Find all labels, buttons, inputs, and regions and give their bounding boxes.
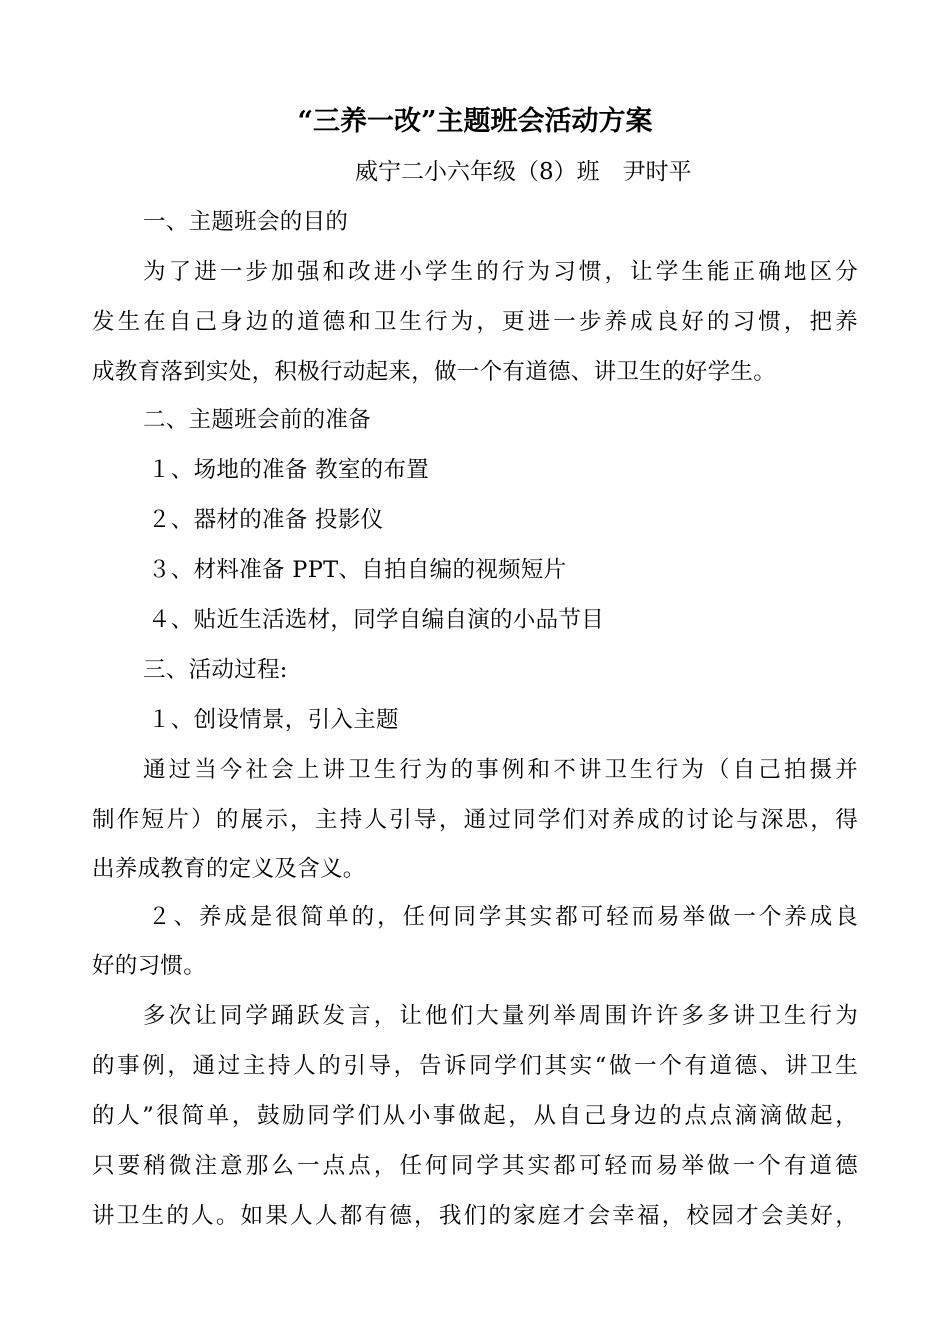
list-item: １、创设情景，引入主题 xyxy=(148,707,399,733)
paragraph-line: 制作短片）的展示，主持人引导，通过同学们对养成的讨论与深思，得 xyxy=(92,807,858,833)
section-heading-process: 三、活动过程: xyxy=(143,657,288,683)
paragraph-line: 只要稍微注意那么一点点，任何同学其实都可轻而易举做一个有道德 xyxy=(92,1153,858,1179)
paragraph-line: 讲卫生的人。如果人人都有德，我们的家庭才会幸福，校园才会美好， xyxy=(92,1203,858,1229)
document-author: 威宁二小六年级（8）班 尹时平 xyxy=(355,159,692,185)
list-item: ２、器材的准备 投影仪 xyxy=(148,507,384,533)
paragraph-line: 发生在自己身边的道德和卫生行为，更进一步养成良好的习惯，把养 xyxy=(92,309,858,335)
paragraph-line: 的人”很简单，鼓励同学们从小事做起，从自己身边的点点滴滴做起， xyxy=(92,1103,858,1129)
list-item: ３、材料准备 PPT、自拍自编的视频短片 xyxy=(148,557,567,583)
section-heading-preparation: 二、主题班会前的准备 xyxy=(143,407,372,433)
paragraph-line: 成教育落到实处，积极行动起来，做一个有道德、讲卫生的好学生。 xyxy=(92,359,777,385)
list-item: ２、养成是很简单的，任何同学其实都可轻而易举做一个养成良 xyxy=(148,904,858,930)
list-item: ４、贴近生活选材，同学自编自演的小品节目 xyxy=(148,607,605,633)
paragraph-line: 好的习惯。 xyxy=(92,953,207,979)
paragraph-line: 的事例，通过主持人的引导，告诉同学们其实“做一个有道德、讲卫生 xyxy=(92,1053,858,1079)
section-heading-purpose: 一、主题班会的目的 xyxy=(143,209,349,235)
paragraph-line: 为了进一步加强和改进小学生的行为习惯，让学生能正确地区分 xyxy=(143,259,858,285)
paragraph-line: 通过当今社会上讲卫生行为的事例和不讲卫生行为（自己拍摄并 xyxy=(143,757,858,783)
document-title: “三养一改”主题班会活动方案 xyxy=(297,106,653,137)
paragraph-line: 多次让同学踊跃发言，让他们大量列举周围许许多多讲卫生行为 xyxy=(143,1003,858,1029)
paragraph-line: 出养成教育的定义及含义。 xyxy=(92,856,366,882)
list-item: １、场地的准备 教室的布置 xyxy=(148,457,430,483)
